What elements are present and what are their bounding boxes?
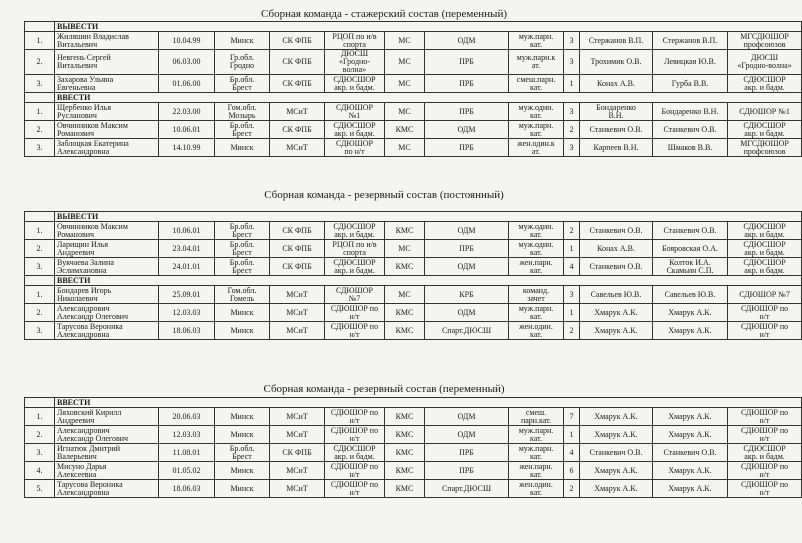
table-cell: муж.парн. кат. <box>509 444 564 462</box>
table-cell: СДЮСШОР акр. и бадм. <box>728 222 802 240</box>
table-cell: Станкевич О.В. <box>580 444 653 462</box>
table-cell: СДЮШОР по н/т <box>728 462 802 480</box>
table-cell: 5. <box>25 480 55 498</box>
table-cell: 3 <box>564 139 580 157</box>
table-cell: МС <box>385 50 425 75</box>
table-cell: 1. <box>25 286 55 304</box>
table-cell: СДЮСШОР акр. и бадм. <box>325 121 385 139</box>
group-header: ВЫВЕСТИ <box>55 22 802 32</box>
table-cell: ПРБ <box>425 75 509 93</box>
table-cell: Минск <box>215 426 270 444</box>
table-cell: СК ФПБ <box>270 32 325 50</box>
table-row <box>25 121 802 139</box>
table-cell: 1 <box>564 304 580 322</box>
table-cell: СДЮШОР №1 <box>325 103 385 121</box>
table-cell: РЦОП по и/в спорта <box>325 240 385 258</box>
table-cell: 22.03.00 <box>159 103 215 121</box>
table-row <box>25 322 802 340</box>
table-cell: Хмарук А.К. <box>653 408 728 426</box>
table-cell: Карпеев В.Н. <box>580 139 653 157</box>
table-cell: Станкевич О.В. <box>653 222 728 240</box>
table-cell: СДЮСШОР акр. и бадм. <box>728 75 802 93</box>
table-cell: 01.05.02 <box>159 462 215 480</box>
table-cell: Минск <box>215 322 270 340</box>
table-cell: 06.03.00 <box>159 50 215 75</box>
table-cell: СДЮСШОР акр. и бадм. <box>728 258 802 276</box>
table-cell: 2 <box>564 121 580 139</box>
table-cell: 3 <box>564 32 580 50</box>
table-cell: ДЮСШ «Гродно- волна» <box>325 50 385 75</box>
table-cell: СДЮСШОР акр. и бадм. <box>325 222 385 240</box>
table-cell: Овчинников Максим Романович <box>55 222 159 240</box>
table-cell: МСиТ <box>270 103 325 121</box>
table-row <box>25 462 802 480</box>
table-cell: 3. <box>25 322 55 340</box>
table-cell: Конах А.В. <box>580 75 653 93</box>
table-cell: СДЮШОР по н/т <box>325 304 385 322</box>
section-title-2: Сборная команда - резервный состав (постоянный) <box>264 189 504 201</box>
table-cell: Невгень Сергей Витальевич <box>55 50 159 75</box>
table-cell: Стержанов В.П. <box>580 32 653 50</box>
table-cell: СДЮШОР по н/т <box>325 322 385 340</box>
table-row <box>25 426 802 444</box>
table-cell: Жиляшин Владислав Витальевич <box>55 32 159 50</box>
table-cell: 4 <box>564 444 580 462</box>
table-cell: 23.04.01 <box>159 240 215 258</box>
table-cell: КМС <box>385 258 425 276</box>
group-header: ВВЕСТИ <box>55 276 802 286</box>
table-cell: Бр.обл. Брест <box>215 444 270 462</box>
table-cell: Хмарук А.К. <box>580 480 653 498</box>
table-cell: 1. <box>25 222 55 240</box>
table-cell: МС <box>385 286 425 304</box>
table-cell: 1 <box>564 240 580 258</box>
table-cell: ПРБ <box>425 444 509 462</box>
table-cell: муж.один. кат. <box>509 222 564 240</box>
table-cell: 10.04.99 <box>159 32 215 50</box>
table-cell: Бондаренко В.Н. <box>653 103 728 121</box>
table-cell: ДЮСШ «Гродно-волна» <box>728 50 802 75</box>
table-row <box>25 304 802 322</box>
table-cell: муж.один. кат. <box>509 103 564 121</box>
table-row <box>25 32 802 50</box>
table-cell: МСиТ <box>270 286 325 304</box>
group-header: ВВЕСТИ <box>55 93 802 103</box>
table-cell: ПРБ <box>425 103 509 121</box>
table-cell: Левицкая Ю.В. <box>653 50 728 75</box>
table-cell: Бр.обл. Брест <box>215 75 270 93</box>
table-cell: 3 <box>564 50 580 75</box>
table-cell: Хмарук А.К. <box>580 322 653 340</box>
table-cell: КМС <box>385 222 425 240</box>
table-cell: 12.03.03 <box>159 426 215 444</box>
table-cell: СДЮШОР №1 <box>728 103 802 121</box>
table-cell: СК ФПБ <box>270 222 325 240</box>
table-cell: СК ФПБ <box>270 240 325 258</box>
table-cell: МС <box>385 75 425 93</box>
table-cell: СДЮШОР по н/т <box>325 139 385 157</box>
table-cell: 3. <box>25 139 55 157</box>
table-cell: муж.парн. кат. <box>509 121 564 139</box>
table-cell: СДЮШОР по н/т <box>728 408 802 426</box>
table-cell: 2. <box>25 304 55 322</box>
table-cell: СДЮШОР №7 <box>325 286 385 304</box>
table-cell: Хмарук А.К. <box>580 462 653 480</box>
table-cell: МСиТ <box>270 408 325 426</box>
table-cell: МСиТ <box>270 480 325 498</box>
table-cell: 12.03.03 <box>159 304 215 322</box>
section-title-1: Сборная команда - стажерский состав (переменный) <box>261 8 507 20</box>
table-cell: КМС <box>385 304 425 322</box>
table-cell: ПРБ <box>425 462 509 480</box>
table-cell: муж.парн. кат. <box>509 304 564 322</box>
table-row <box>25 75 802 93</box>
table-cell: 2. <box>25 121 55 139</box>
table-cell: КМС <box>385 322 425 340</box>
table-cell: 3 <box>564 103 580 121</box>
table-cell: КМС <box>385 480 425 498</box>
table-cell: 4 <box>564 258 580 276</box>
group-header-row <box>25 398 802 408</box>
table-cell: 01.06.00 <box>159 75 215 93</box>
table-cell: СК ФПБ <box>270 50 325 75</box>
table-cell: 1 <box>564 426 580 444</box>
table-cell: 3. <box>25 444 55 462</box>
group-header-row <box>25 22 802 32</box>
table-cell: 4. <box>25 462 55 480</box>
table-cell: КМС <box>385 462 425 480</box>
table-cell: Станкевич О.В. <box>580 121 653 139</box>
table-cell: ОДМ <box>425 32 509 50</box>
table-cell: Бр.обл. Брест <box>215 240 270 258</box>
section-title-3: Сборная команда - резервный состав (переменный) <box>263 383 505 395</box>
table-cell: СК ФПБ <box>270 444 325 462</box>
table-cell: ОДМ <box>425 426 509 444</box>
table-cell: СДЮШОР по н/т <box>325 408 385 426</box>
group-header-row <box>25 212 802 222</box>
table-cell: жен.один.к ат. <box>509 139 564 157</box>
table-cell: 2. <box>25 426 55 444</box>
table-cell: ОДМ <box>425 408 509 426</box>
table-cell: 3. <box>25 258 55 276</box>
table-cell: МС <box>385 139 425 157</box>
table-cell: жен.парн. кат. <box>509 462 564 480</box>
table-cell: 1 <box>564 75 580 93</box>
table-cell: Станкевич О.В. <box>653 121 728 139</box>
table-cell: муж.парн.к ат. <box>509 50 564 75</box>
table-cell: Станкевич О.В. <box>580 222 653 240</box>
table-cell: муж.парн. кат. <box>509 426 564 444</box>
table-row <box>25 222 802 240</box>
table-cell: Гр.обл. Гродно <box>215 50 270 75</box>
roster-table-reserve-variable <box>24 397 802 498</box>
table-cell: СК ФПБ <box>270 258 325 276</box>
table-cell: ОДМ <box>425 258 509 276</box>
table-cell: Минск <box>215 304 270 322</box>
table-cell: Бояровская О.А. <box>653 240 728 258</box>
table-cell: Тарусова Вероника Александровна <box>55 322 159 340</box>
table-cell: 11.08.01 <box>159 444 215 462</box>
table-cell: СДЮШОР по н/т <box>325 426 385 444</box>
table-cell: 2 <box>564 480 580 498</box>
table-cell: 7 <box>564 408 580 426</box>
table-cell: МС <box>385 240 425 258</box>
table-cell: МСиТ <box>270 139 325 157</box>
table-cell: Савельев Ю.В. <box>653 286 728 304</box>
group-header: ВВЕСТИ <box>55 398 802 408</box>
roster-table-reserve-permanent <box>24 211 802 340</box>
table-cell: СДЮСШОР акр. и бадм. <box>728 121 802 139</box>
table-cell: Бондаренко В.Н. <box>580 103 653 121</box>
roster-table-trainee <box>24 21 802 157</box>
table-cell: Заблоцкая Екатерина Александровна <box>55 139 159 157</box>
table-cell: Хмарук А.К. <box>653 322 728 340</box>
table-cell: СК ФПБ <box>270 121 325 139</box>
table-cell: Щербенко Илья Русланович <box>55 103 159 121</box>
table-cell: Бондарев Игорь Николаевич <box>55 286 159 304</box>
table-cell: Станкевич О.В. <box>580 258 653 276</box>
table-cell: МГСДЮШОР профсоюзов <box>728 32 802 50</box>
table-cell: КМС <box>385 121 425 139</box>
table-cell: Спарт.ДЮСШ <box>425 480 509 498</box>
table-cell: 14.10.99 <box>159 139 215 157</box>
table-cell: СДЮСШОР акр. и бадм. <box>325 258 385 276</box>
table-cell: Шмаков В.В. <box>653 139 728 157</box>
table-cell: МСиТ <box>270 426 325 444</box>
table-cell: Минск <box>215 480 270 498</box>
table-cell: ОДМ <box>425 304 509 322</box>
table-cell: Хмарук А.К. <box>653 462 728 480</box>
table-cell: 3. <box>25 75 55 93</box>
table-row <box>25 286 802 304</box>
table-cell: МСиТ <box>270 304 325 322</box>
table-cell: Гом.обл. Мозырь <box>215 103 270 121</box>
table-cell: 6 <box>564 462 580 480</box>
table-cell: 2 <box>564 322 580 340</box>
table-cell: Спарт.ДЮСШ <box>425 322 509 340</box>
table-cell: Минск <box>215 139 270 157</box>
table-cell: МГСДЮШОР профсоюзов <box>728 139 802 157</box>
table-cell: Хмарук А.К. <box>580 408 653 426</box>
table-cell: МС <box>385 103 425 121</box>
table-cell: Станкевич О.В. <box>653 444 728 462</box>
table-cell: жен.парн. кат. <box>509 258 564 276</box>
table-cell: КМС <box>385 426 425 444</box>
table-cell: 10.06.01 <box>159 121 215 139</box>
table-cell: СДЮСШОР акр. и бадм. <box>325 75 385 93</box>
table-cell: МСиТ <box>270 322 325 340</box>
table-cell: ПРБ <box>425 240 509 258</box>
table-cell: Гурба В.В. <box>653 75 728 93</box>
table-cell: СДЮСШОР акр. и бадм. <box>728 444 802 462</box>
table-cell: Минск <box>215 408 270 426</box>
table-cell: Хмарук А.К. <box>580 304 653 322</box>
table-cell: Савельев Ю.В. <box>580 286 653 304</box>
table-cell: Стержанов В.П. <box>653 32 728 50</box>
table-cell: МСиТ <box>270 462 325 480</box>
table-cell: Александрович Александр Олегович <box>55 304 159 322</box>
table-cell: Хмарук А.К. <box>653 426 728 444</box>
table-cell: 2. <box>25 240 55 258</box>
table-cell: муж.один. кат. <box>509 240 564 258</box>
table-cell: Бр.обл. Брест <box>215 258 270 276</box>
table-cell: 1. <box>25 103 55 121</box>
table-cell: СДЮШОР по н/т <box>325 462 385 480</box>
table-cell: Александрович Александр Олегович <box>55 426 159 444</box>
table-cell: СДЮСШОР акр. и бадм. <box>728 240 802 258</box>
table-cell: команд. зачет <box>509 286 564 304</box>
table-row <box>25 139 802 157</box>
table-cell: Минск <box>215 462 270 480</box>
table-cell: Бр.обл. Брест <box>215 222 270 240</box>
table-cell: Захарова Ульяна Евгеньевна <box>55 75 159 93</box>
table-cell: Ларищин Илья Андреевич <box>55 240 159 258</box>
table-cell: Гом.обл. Гомель <box>215 286 270 304</box>
table-cell: СДЮШОР по н/т <box>728 304 802 322</box>
table-cell: СДЮШОР №7 <box>728 286 802 304</box>
table-cell: ОДМ <box>425 121 509 139</box>
table-cell: Колток И.А. Скамьин С.П. <box>653 258 728 276</box>
table-cell: смеш. парн.кат. <box>509 408 564 426</box>
table-cell: ПРБ <box>425 139 509 157</box>
table-cell: ПРБ <box>425 50 509 75</box>
table-cell: СДЮСШОР акр. и бадм. <box>325 444 385 462</box>
table-cell: КМС <box>385 444 425 462</box>
table-cell: СДЮШОР по н/т <box>728 322 802 340</box>
table-row <box>25 240 802 258</box>
table-cell: Овчинников Максим Романович <box>55 121 159 139</box>
table-cell: Минск <box>215 32 270 50</box>
table-cell: смеш.парн. кат. <box>509 75 564 93</box>
table-row <box>25 480 802 498</box>
table-cell: 25.09.01 <box>159 286 215 304</box>
table-cell: МС <box>385 32 425 50</box>
table-cell: Хмарук А.К. <box>653 480 728 498</box>
group-header-row <box>25 276 802 286</box>
table-cell: Вукчаева Залина Эслимхановна <box>55 258 159 276</box>
table-row <box>25 50 802 75</box>
group-header-row <box>25 93 802 103</box>
table-cell: 18.06.03 <box>159 480 215 498</box>
table-cell: Трохимик О.В. <box>580 50 653 75</box>
table-cell: 1. <box>25 32 55 50</box>
table-cell: СДЮШОР по н/т <box>325 480 385 498</box>
table-cell: Ляховский Кирилл Андреевич <box>55 408 159 426</box>
table-cell: КРБ <box>425 286 509 304</box>
table-cell: 24.01.01 <box>159 258 215 276</box>
table-cell: КМС <box>385 408 425 426</box>
group-header: ВЫВЕСТИ <box>55 212 802 222</box>
table-cell: Конах А.В. <box>580 240 653 258</box>
table-cell: Хмарук А.К. <box>580 426 653 444</box>
table-cell: 10.06.01 <box>159 222 215 240</box>
table-cell: жен.один. кат. <box>509 480 564 498</box>
table-row <box>25 444 802 462</box>
table-row <box>25 103 802 121</box>
table-cell: Бр.обл. Брест <box>215 121 270 139</box>
table-row <box>25 408 802 426</box>
table-cell: 20.06.03 <box>159 408 215 426</box>
table-cell: СДЮШОР по н/т <box>728 480 802 498</box>
table-cell: муж.парн. кат. <box>509 32 564 50</box>
table-cell: СК ФПБ <box>270 75 325 93</box>
table-cell: 2. <box>25 50 55 75</box>
table-cell: Игнатюк Дмитрий Валерьевич <box>55 444 159 462</box>
table-row <box>25 258 802 276</box>
table-cell: Мисуно Дарья Алексеевна <box>55 462 159 480</box>
table-cell: жен.один. кат. <box>509 322 564 340</box>
table-cell: Хмарук А.К. <box>653 304 728 322</box>
table-cell: ОДМ <box>425 222 509 240</box>
table-cell: 1. <box>25 408 55 426</box>
table-cell: СДЮШОР по н/т <box>728 426 802 444</box>
table-cell: РЦОП по и/в спорта <box>325 32 385 50</box>
table-cell: Тарусова Вероника Александровна <box>55 480 159 498</box>
table-cell: 3 <box>564 286 580 304</box>
table-cell: 18.06.03 <box>159 322 215 340</box>
table-cell: 2 <box>564 222 580 240</box>
